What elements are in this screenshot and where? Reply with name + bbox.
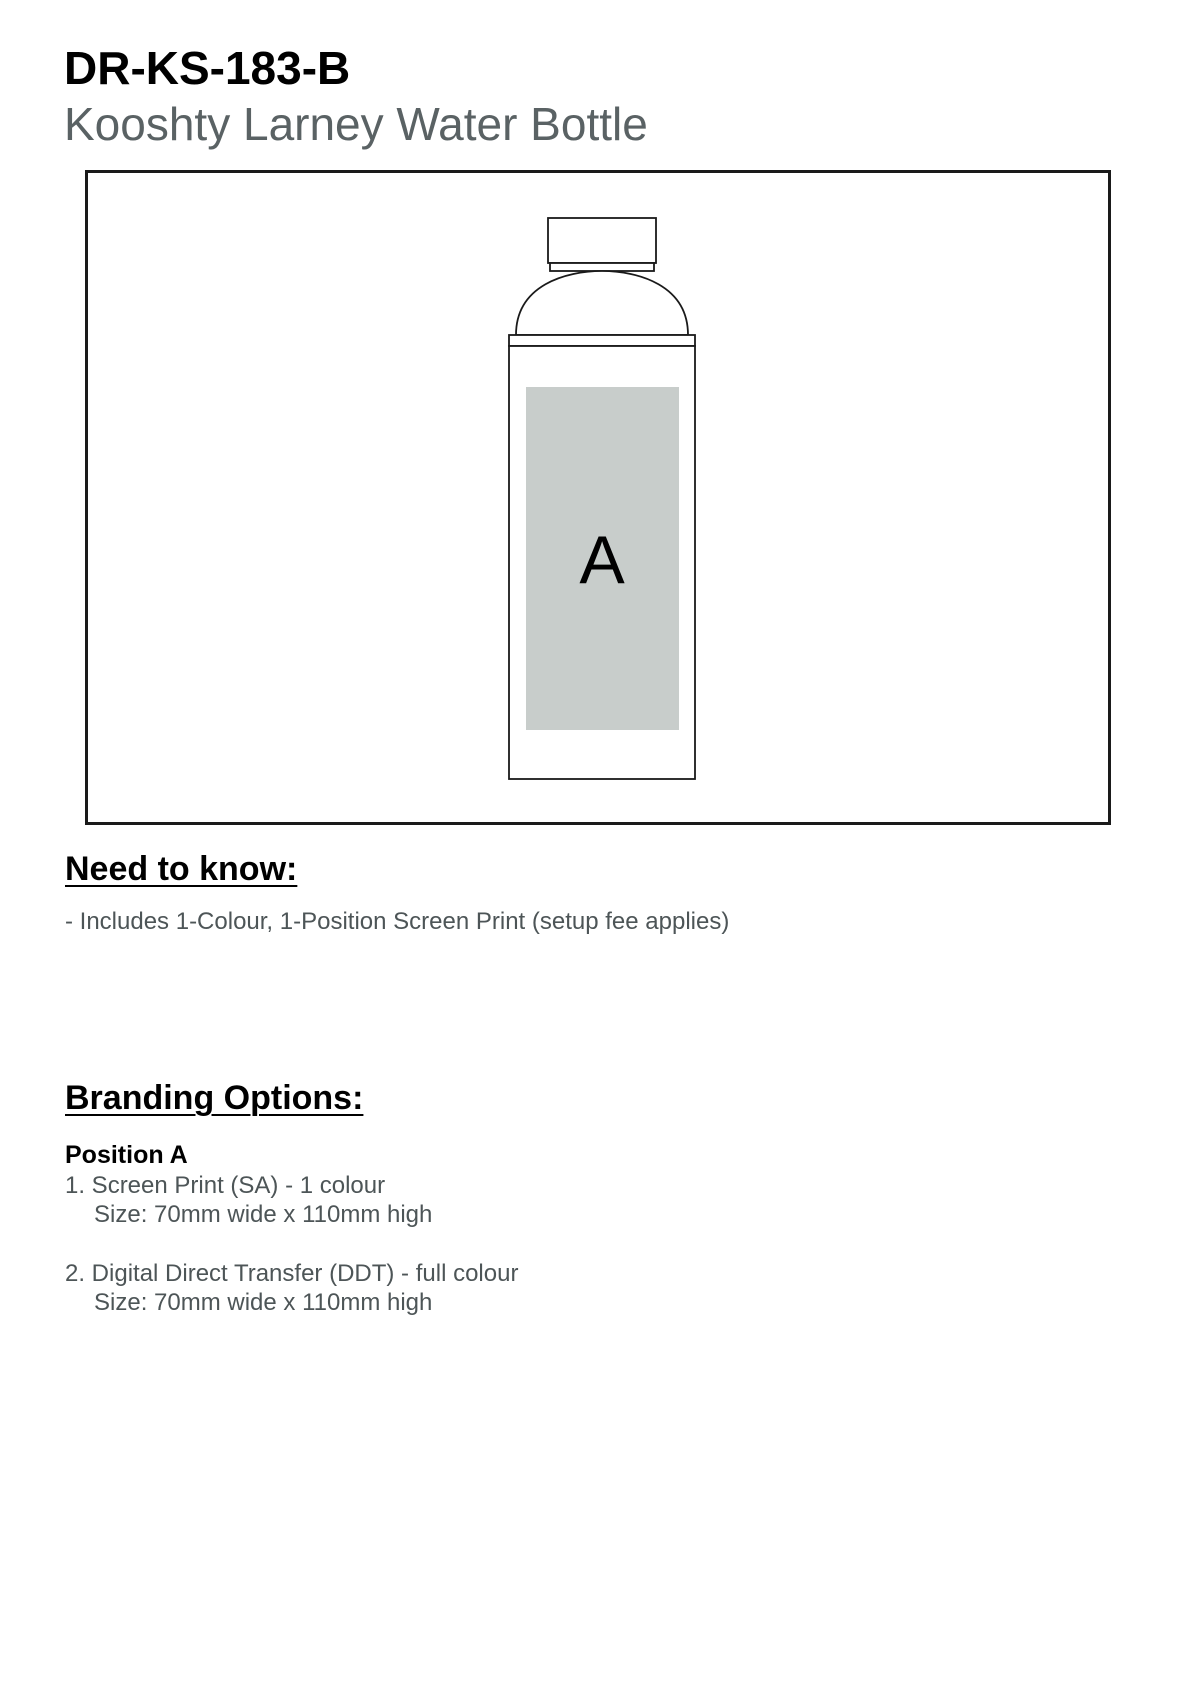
position-a-label: Position A <box>65 1141 188 1169</box>
branding-option-2 <box>65 1259 518 1317</box>
need-to-know-heading: Need to know: <box>65 850 298 888</box>
branding-option-1-method: 1. Screen Print (SA) - 1 colour <box>65 1172 386 1199</box>
bottle-shoulder <box>516 271 688 335</box>
bottle-neck <box>550 263 654 271</box>
need-to-know-item: - Includes 1-Colour, 1-Position Screen Print (setup fee applies) <box>65 908 730 935</box>
product-illustration-frame <box>85 170 1111 825</box>
position-marker-a: A <box>579 522 625 598</box>
branding-option-2-size: Size: 70mm wide x 110mm high <box>94 1289 433 1316</box>
branding-option-2-method: 2. Digital Direct Transfer (DDT) - full colour <box>65 1260 519 1287</box>
branding-option-1 <box>65 1171 432 1229</box>
product-code: DR-KS-183-B <box>64 42 351 94</box>
bottle-illustration <box>88 173 1108 822</box>
bottle-band <box>509 335 695 346</box>
branding-options-heading: Branding Options: <box>65 1079 364 1117</box>
product-name: Kooshty Larney Water Bottle <box>64 98 648 150</box>
bottle-cap <box>548 218 656 263</box>
branding-option-1-size: Size: 70mm wide x 110mm high <box>94 1201 433 1228</box>
